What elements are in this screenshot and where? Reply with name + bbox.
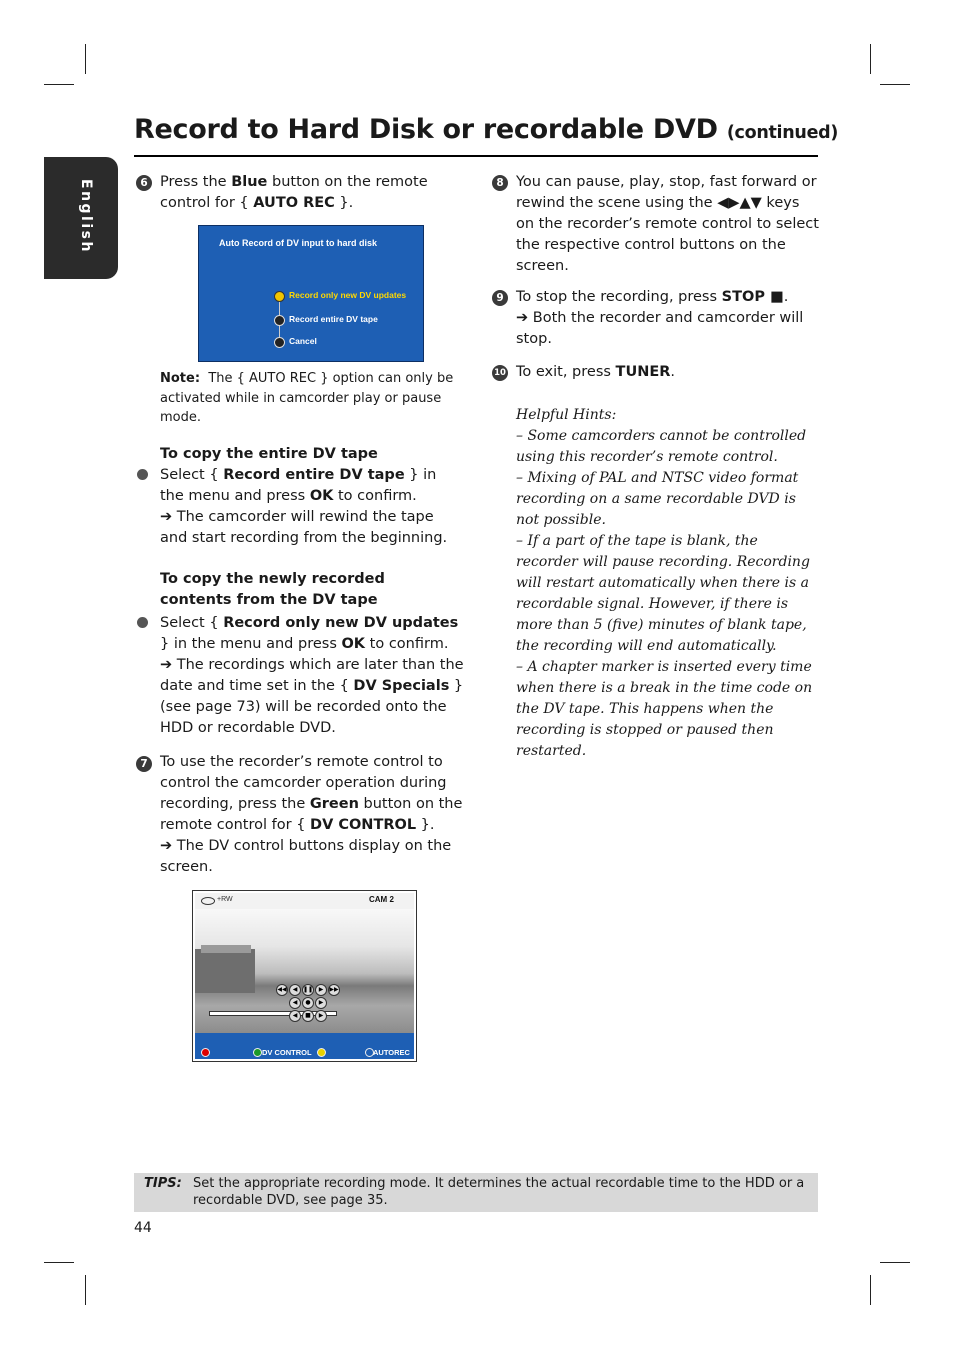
crop-mark bbox=[85, 1275, 86, 1305]
barn-shape bbox=[195, 949, 255, 993]
hint-item: – Mixing of PAL and NTSC video format recording on a same recordable DVD is not possible. bbox=[516, 470, 799, 528]
step-number-icon: 7 bbox=[136, 756, 152, 772]
step-number-icon: 9 bbox=[492, 290, 508, 306]
copy-new-text: Select { Record only new DV updates } in the menu and press OK to confirm. ➔ The recordings which are later than the date and time set in the { DV Specials } (see page 73) will be recorded onto the HDD or recordable DVD. bbox=[160, 615, 464, 736]
record-dot-icon: ● bbox=[302, 997, 314, 1009]
dv-control-label: DV CONTROL bbox=[262, 1048, 312, 1057]
step-10-text: To exit, press TUNER. bbox=[516, 364, 676, 380]
step-6-text: Press the Blue button on the remote control for { AUTO REC }. bbox=[160, 174, 428, 211]
language-tab bbox=[44, 157, 118, 279]
next-icon: ▶ bbox=[315, 1010, 327, 1022]
step-forward-icon: ▶ bbox=[315, 984, 327, 996]
play-icon: ▶ bbox=[315, 997, 327, 1009]
helpful-hints bbox=[516, 405, 821, 762]
disc-type: +RW bbox=[217, 896, 233, 903]
screen-heading: Auto Record of DV input to hard disk bbox=[219, 238, 377, 248]
arrow-keys-icon: ◀▶▲▼ bbox=[717, 195, 762, 211]
crop-mark bbox=[44, 1262, 74, 1263]
color-button-bar bbox=[195, 1033, 414, 1059]
crop-mark bbox=[85, 44, 86, 74]
dot-icon bbox=[274, 315, 285, 326]
rewind-icon: ◀◀ bbox=[276, 984, 288, 996]
note bbox=[160, 369, 465, 428]
copy-entire-text: Select { Record entire DV tape } in the menu and press OK to confirm. ➔ The camcorder will rewind the tape and start recording from the beginning. bbox=[160, 467, 448, 546]
video-frame bbox=[195, 909, 414, 1033]
step-9-text: To stop the recording, press STOP ■. ➔ Both the recorder and camcorder will stop. bbox=[516, 289, 804, 347]
menu-option-new-updates: Record only new DV updates bbox=[289, 290, 407, 300]
copy-new-heading: To copy the newly recorded contents from the DV tape bbox=[160, 571, 385, 608]
disc-icon bbox=[201, 897, 215, 905]
page-title bbox=[134, 114, 839, 145]
fast-forward-icon: ▶▶ bbox=[328, 984, 340, 996]
menu-option-cancel: Cancel bbox=[289, 336, 317, 346]
hint-item: – Some camcorders cannot be controlled using this recorder’s remote control. bbox=[516, 428, 807, 465]
screen-status-bar bbox=[195, 893, 414, 910]
tips-text: Set the appropriate recording mode. It determines the actual recordable time to the HDD or a recordable DVD, see page 35. bbox=[193, 1176, 805, 1208]
tips-label: TIPS: bbox=[144, 1176, 182, 1191]
roof-shape bbox=[201, 945, 251, 953]
title-main: Record to Hard Disk or recordable DVD bbox=[134, 114, 718, 145]
previous-icon: ◀ bbox=[289, 1010, 301, 1022]
left-icon: ◀ bbox=[289, 997, 301, 1009]
tips-box bbox=[134, 1173, 818, 1212]
step-number-icon: 10 bbox=[492, 365, 508, 381]
crop-mark bbox=[870, 1275, 871, 1305]
crop-mark bbox=[44, 84, 74, 85]
hints-title: Helpful Hints: bbox=[516, 407, 617, 423]
hint-item: – A chapter marker is inserted every time when there is a break in the time code on the DV tape. This happens when the recording is stopped or paused then restarted. bbox=[516, 659, 813, 759]
red-button-icon bbox=[201, 1048, 210, 1057]
crop-mark bbox=[880, 1262, 910, 1263]
step-back-icon: ◀ bbox=[289, 984, 301, 996]
dot-icon bbox=[274, 337, 285, 348]
note-label: Note: bbox=[160, 371, 201, 386]
title-rule bbox=[134, 155, 818, 157]
note-text: The { AUTO REC } option can only be activated while in camcorder play or pause mode. bbox=[160, 371, 454, 425]
copy-entire-heading: To copy the entire DV tape bbox=[160, 446, 378, 462]
crop-mark bbox=[880, 84, 910, 85]
channel-label: CAM 2 bbox=[369, 895, 394, 904]
page-number: 44 bbox=[134, 1220, 152, 1236]
bullet-icon bbox=[137, 469, 148, 480]
stop-icon: ■ bbox=[302, 1010, 314, 1022]
bullet-icon bbox=[137, 617, 148, 628]
pause-icon: ❚❚ bbox=[302, 984, 314, 996]
title-continued: (continued) bbox=[726, 123, 839, 143]
step-7-text: To use the recorder’s remote control to control the camcorder operation during recording, press the Green button on the remote control for { DV CONTROL }. ➔ The DV control buttons display on the screen. bbox=[160, 754, 463, 875]
language-label: English bbox=[78, 179, 94, 254]
step-number-icon: 6 bbox=[136, 175, 152, 191]
step-8-text: You can pause, play, stop, fast forward or rewind the scene using the ◀▶▲▼ keys on the recorder’s remote control to select the respective control buttons on the screen. bbox=[516, 174, 819, 274]
yellow-button-icon bbox=[317, 1048, 326, 1057]
step-number-icon: 8 bbox=[492, 175, 508, 191]
autorec-label: AUTOREC bbox=[373, 1048, 410, 1057]
hint-item: – If a part of the tape is blank, the recorder will pause recording. Recording will restart automatically when there is a recordable signal. However, if there is more than 5 (five) minutes of blank tape, the recording will end automatically. bbox=[516, 533, 810, 654]
green-button-icon bbox=[253, 1048, 262, 1057]
crop-mark bbox=[870, 44, 871, 74]
menu-option-entire-tape: Record entire DV tape bbox=[289, 314, 378, 324]
dv-control-screen bbox=[192, 890, 417, 1062]
auto-record-screen bbox=[198, 225, 424, 362]
selected-dot-icon bbox=[274, 291, 285, 302]
